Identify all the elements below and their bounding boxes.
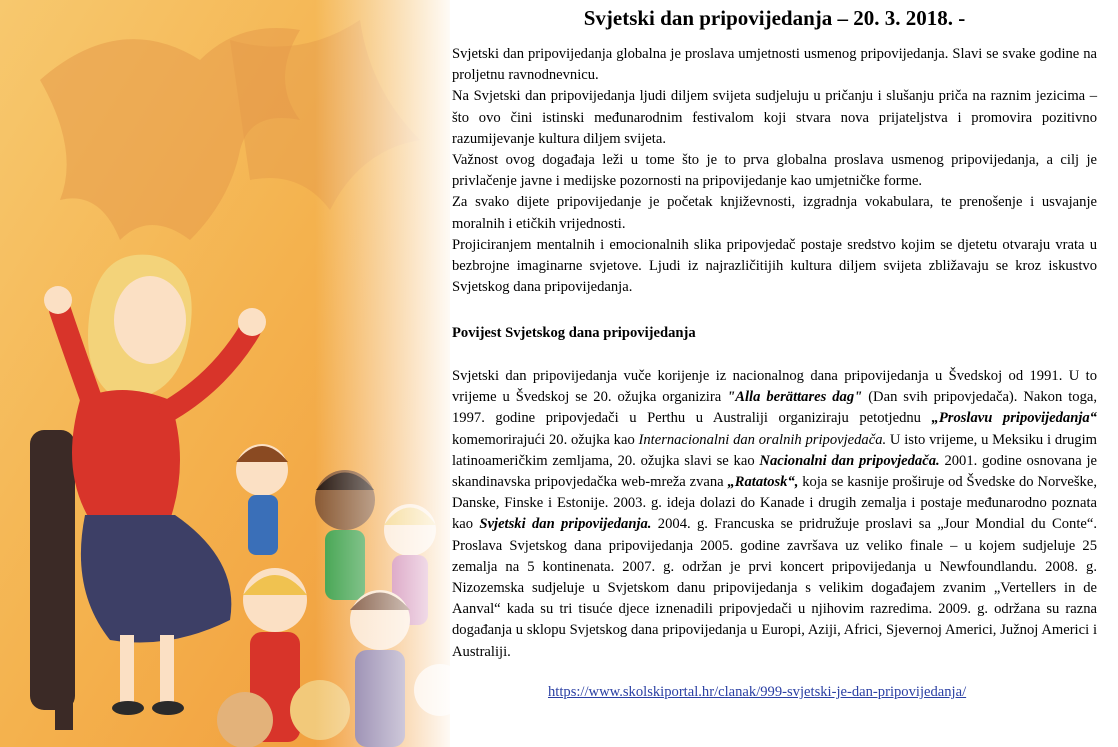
history-text: Internacionalni dan oralnih pripovjedača.: [638, 431, 887, 448]
history-heading: Povijest Svjetskog dana pripovijedanja: [452, 325, 696, 341]
paragraph: Svjetski dan pripovijedanja globalna je proslava umjetnosti usmenog pripovijedanja. Slavi se svake godine na proljetnu ravnodnevnicu.: [452, 46, 1097, 84]
history-paragraph: [452, 366, 1097, 663]
history-text: „Ratatosk“,: [727, 474, 799, 491]
history-text: komemorirajući 20. ožujka kao: [452, 431, 639, 448]
history-text: U isto vrijeme, u Meksiku i drugim latinoameričkim zemljama, 20. ožujka slavi se kao: [452, 431, 1097, 469]
history-text: 2001. godine osnovana je skandinavska pripovjedačka web-mreža zvana: [452, 452, 1097, 491]
history-text: (Dan svih pripovjedača). Nakon toga, 1997. godine pripovjedači u Perthu u Australiji organiziraju petotjednu: [452, 389, 1097, 427]
page-title: Svjetski dan pripovijedanja – 20. 3. 2018. -: [583, 6, 966, 30]
intro-paragraphs: [452, 44, 1097, 298]
storytelling-illustration: [0, 0, 450, 747]
history-text: Svjetski dan pripovijedanja vuče korijenje iz nacionalnog dana pripovijedanja u Švedskoj od 1991. U to vrijeme u Švedskoj se 20. ožujka organizira: [452, 368, 1097, 406]
history-text: koja se kasnije proširuje od Švedske do Norveške, Danske, Finske i Estonije. 2003. g. ideja dolazi do Kanade i drugih zemalja i postaje međunarodno poznata kao: [452, 474, 1097, 533]
history-text: "Alla berättares dag": [727, 389, 863, 406]
history-text: 2004. g. Francuska se pridružuje proslavi sa „Jour Mondial du Conte“. Proslava Svjetskog dana pripovijedanja 2005. godine završava uz veliko finale – u kojem sudjeluje 25 zemalja na 5 kontinenata. 2007. g. održan je prvi koncert pripovijedanja u Newfoundlandu. 2008. g. Nizozemska sudjeluje u Svjetskom danu pripovijedanja s velikim događajem zvanim „Vertellers in de Aanval“ kada su tri tisuće djece iznenadili pripovjedači u njihovim razredima. 2009. g. održana su razna događanja u sklopu Svjetskog dana pripovijedanja u Europi, Aziji, Africi, Sjevernoj Americi, Južnoj Americi i Australiji.: [452, 516, 1097, 660]
article: [452, 0, 1097, 747]
history-text: „Proslavu pripovijedanja“: [931, 410, 1097, 427]
source-link[interactable]: https://www.skolskiportal.hr/clanak/999-svjetski-je-dan-pripovijedanja/: [548, 684, 967, 700]
paragraph: Važnost ovog događaja leži u tome što je to prva globalna proslava usmenog pripovijedanja, a cilj je privlačenje javne i medijske pozornosti na pripovijedanje kao umjetničke forme.: [452, 152, 1097, 190]
paragraph: Na Svjetski dan pripovijedanja ljudi diljem svijeta sudjeluju u pričanju i slušanju priča na raznim jezicima – što ovo čini istinski međunarodnim festivalom koji stvara nova prijateljstva i promovira pozitivno razumijevanje kultura diljem svijeta.: [452, 88, 1097, 147]
paragraph: Za svako dijete pripovijedanje je početak književnosti, izgradnja vokabulara, te prenošenje i usvajanje moralnih i etičkih vrijednosti.: [452, 194, 1097, 232]
history-text: Nacionalni dan pripovjedača.: [759, 452, 940, 469]
paragraph: Projiciranjem mentalnih i emocionalnih slika pripovjedač postaje sredstvo kojim se djetetu otvaraju vrata u bezbrojne imaginarne svjetove. Ljudi iz najrazličitijih kultura diljem svijeta zbližavaju se kroz iskustvo Svjetskog dana pripovijedanja.: [452, 236, 1097, 296]
history-text: Svjetski dan pripovijedanja.: [479, 516, 652, 533]
